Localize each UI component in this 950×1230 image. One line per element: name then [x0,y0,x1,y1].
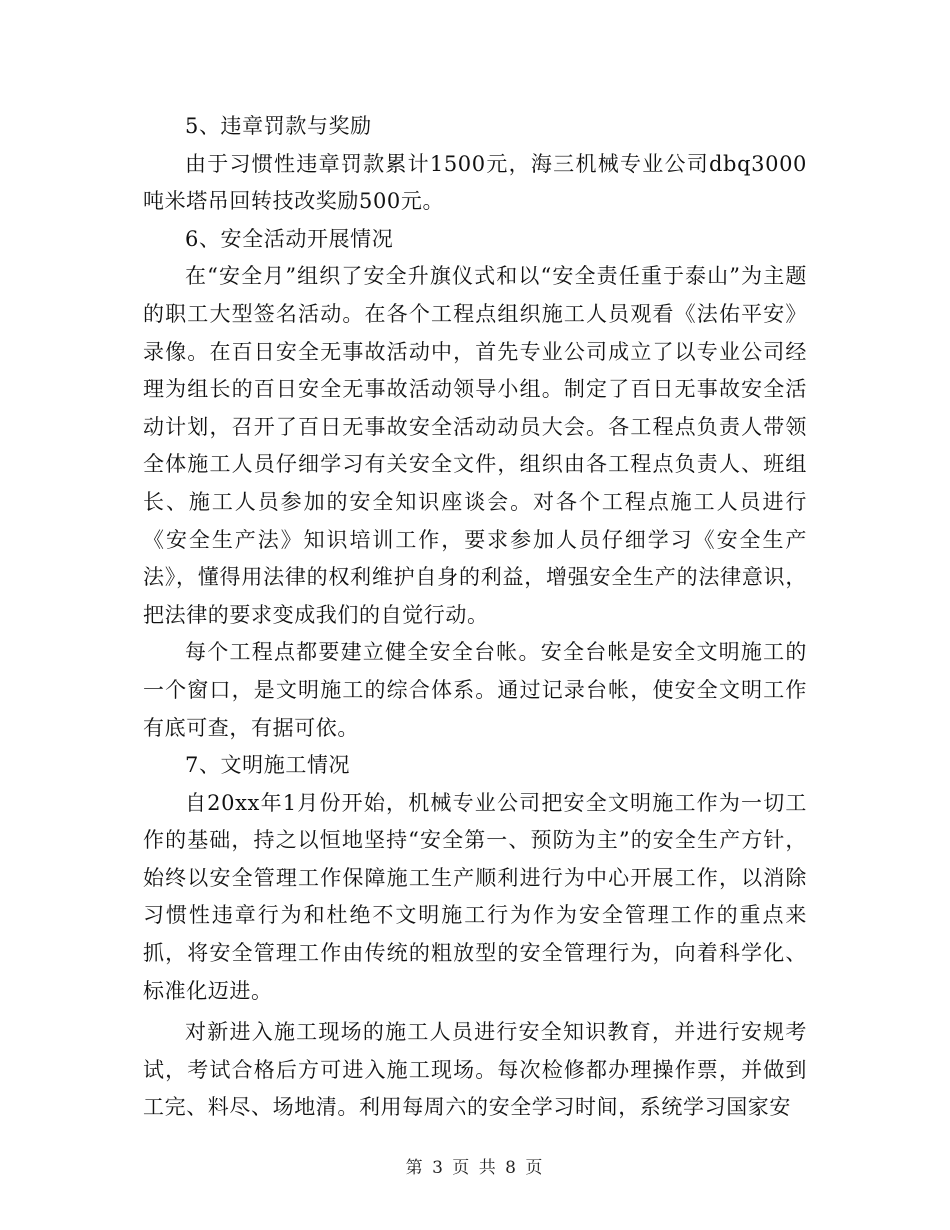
paragraph-penalty-reward: 由于习惯性违章罚款累计1500元，海三机械专业公司dbq3000吨米塔吊回转技改奖励500元。 [143,151,807,214]
section-heading-civilized-construction: 7、文明施工情况 [185,753,351,778]
paragraph-safety-activities: 在“安全月”组织了安全升旗仪式和以“安全责任重于泰山”为主题的职工大型签名活动。在各个工程点组织施工人员观看《法佑平安》录像。在百日安全无事故活动中，首先专业公司成立了以专业公司经理为组长的百日安全无事故活动领导小组。制定了百日无事故安全活动计划，召开了百日无事故安全活动动员大会。各工程点负责人带领全体施工人员仔细学习有关安全文件，组织由各工程点负责人、班组长、施工人员参加的安全知识座谈会。对各个工程点施工人员进行《安全生产法》知识培训工作，要求参加人员仔细学习《安全生产法》，懂得用法律的权利维护自身的利益，增强安全生产的法律意识，把法律的要求变成我们的自觉行动。 [143,264,807,627]
paragraph-new-worker-education: 对新进入施工现场的施工人员进行安全知识教育，并进行安规考试，考试合格后方可进入施工现场。每次检修都办理操作票，并做到工完、料尽、场地清。利用每周六的安全学习时间，系统学习国家安 [143,1020,807,1120]
paragraph-civilized-construction: 自20xx年1月份开始，机械专业公司把安全文明施工作为一切工作的基础，持之以恒地坚持“安全第一、预防为主”的安全生产方针，始终以安全管理工作保障施工生产顺利进行为中心开展工作，以消除习惯性违章行为和杜绝不文明施工行为作为安全管理工作的重点来抓，将安全管理工作由传统的粗放型的安全管理行为，向着科学化、标准化迈进。 [143,790,807,1003]
page-number-footer: 第 3 页 共 8 页 [405,1158,545,1178]
document-body [143,108,807,1127]
section-heading-safety-activities: 6、安全活动开展情况 [185,226,394,251]
paragraph-safety-ledger: 每个工程点都要建立健全安全台帐。安全台帐是安全文明施工的一个窗口，是文明施工的综合体系。通过记录台帐，使安全文明工作有底可查，有据可依。 [143,640,807,740]
section-heading-penalty-reward: 5、违章罚款与奖励 [185,114,372,138]
